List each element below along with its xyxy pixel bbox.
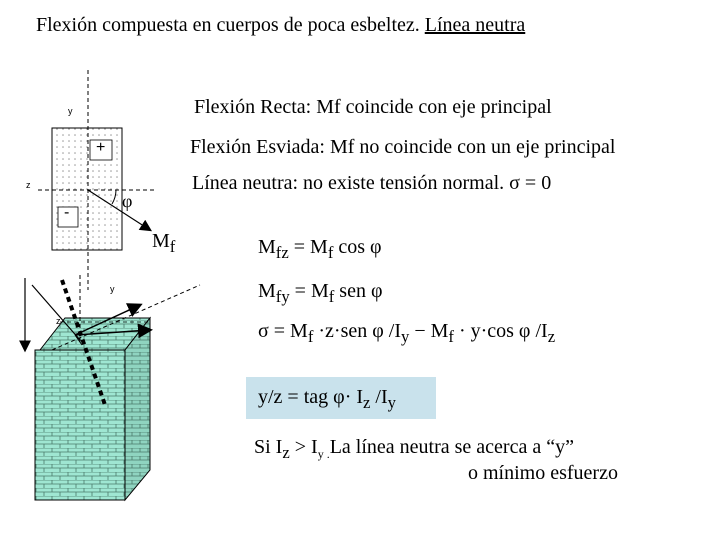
eq-mfz-lhs-sub: fz [275, 243, 289, 262]
eq-mfz-rest-sub: f [327, 243, 334, 262]
eq-mfy-lhs: M [258, 280, 276, 302]
eq-sigma-s2: y [401, 327, 410, 346]
concl-s1: z [282, 443, 290, 462]
eq-sigma-p2: ·z·sen φ /I [313, 320, 402, 342]
label-mf-sub: f [169, 237, 176, 256]
block-side-face [125, 318, 150, 500]
definition-flexion-esviada: Flexión Esviada: Mf no coincide con un eje principal [190, 136, 616, 158]
title-main: Flexión compuesta en cuerpos de poca esbeltez. [36, 14, 425, 36]
eq-mfy-lhs-sub: fy [275, 287, 290, 306]
concl-p1: Si I [254, 436, 283, 458]
hl-s1: z [363, 393, 371, 412]
conclusion-line-2: o mínimo esfuerzo [468, 462, 618, 484]
title-underlined: Línea neutra [424, 14, 526, 36]
concl-s2: y . [317, 447, 330, 461]
eq-sigma-p1: σ = M [258, 320, 308, 342]
eq-mfy-tail: sen φ [334, 280, 383, 302]
eq-mfy-rest-sub: f [328, 287, 335, 306]
label-axis-z: z [26, 180, 31, 190]
label-axis-z2: z [56, 316, 61, 326]
eq-mfz-lhs: M [258, 236, 276, 258]
eq-sigma-s1: f [307, 327, 314, 346]
label-axis-y: y [68, 106, 73, 116]
hl-s2: y [387, 393, 396, 412]
label-mf [152, 230, 175, 257]
label-minus: - [64, 204, 70, 221]
hl-p2: /I [370, 386, 388, 408]
label-mf-main: M [152, 230, 170, 252]
hl-p1: y/z = tag φ· I [258, 386, 364, 408]
eq-sigma-s4: z [547, 327, 556, 346]
concl-p3: La línea neutra se acerca a “y” [329, 436, 574, 458]
block-front-face [35, 350, 125, 500]
concl-p2: > I [289, 436, 318, 458]
definition-flexion-recta: Flexión Recta: Mf coincide con eje principal [194, 96, 552, 118]
label-phi: φ [122, 191, 133, 211]
label-plus: + [96, 139, 106, 156]
eq-mfy-rest: = M [289, 280, 329, 302]
eq-mfz-rest: = M [288, 236, 328, 258]
definition-linea-neutra: Línea neutra: no existe tensión normal. σ = 0 [192, 172, 552, 194]
eq-mfz-tail: cos φ [333, 236, 382, 258]
eq-sigma-s3: f [448, 327, 454, 346]
label-axis-y2: y [110, 284, 115, 294]
eq-sigma-p3: − M [409, 320, 449, 342]
eq-sigma-p4: · y·cos φ /I [453, 320, 548, 342]
